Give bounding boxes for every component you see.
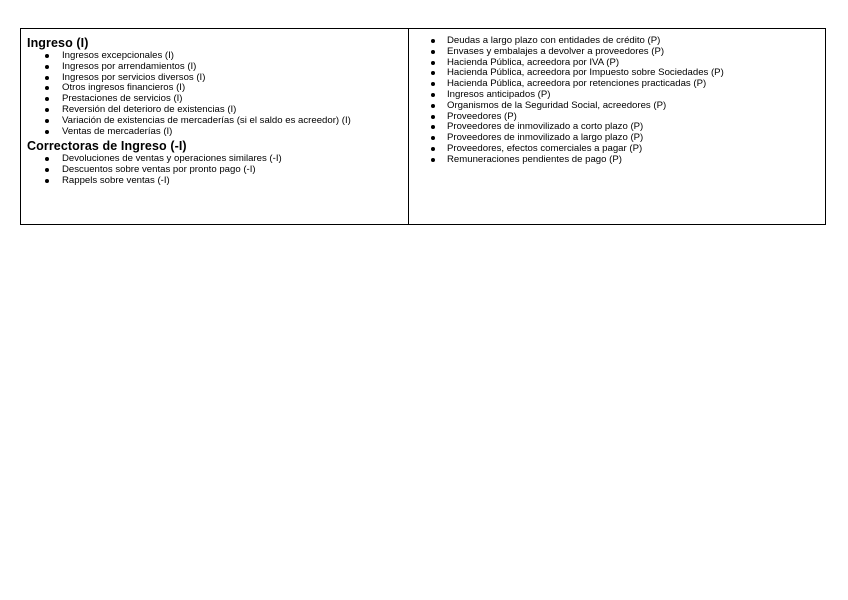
list-item: Hacienda Pública, acreedora por IVA (P) bbox=[425, 58, 817, 69]
list-item: Devoluciones de ventas y operaciones similares (-I) bbox=[27, 154, 400, 165]
bullet-icon bbox=[45, 97, 49, 101]
list-item: Ingresos anticipados (P) bbox=[425, 90, 817, 101]
list-item: Hacienda Pública, acreedora por Impuesto sobre Sociedades (P) bbox=[425, 68, 817, 79]
list-item: Ventas de mercaderías (I) bbox=[27, 127, 400, 138]
list-item: Organismos de la Seguridad Social, acreedores (P) bbox=[425, 101, 817, 112]
bullet-icon bbox=[45, 76, 49, 80]
left-column bbox=[21, 29, 409, 224]
list-item: Remuneraciones pendientes de pago (P) bbox=[425, 155, 817, 166]
list-item: Rappels sobre ventas (-I) bbox=[27, 176, 400, 187]
right-column bbox=[409, 29, 825, 224]
accounts-table bbox=[20, 28, 826, 225]
list-item: Otros ingresos financieros (I) bbox=[27, 83, 400, 94]
bullet-icon bbox=[431, 104, 435, 108]
list-item: Descuentos sobre ventas por pronto pago (-I) bbox=[27, 165, 400, 176]
bullet-icon bbox=[45, 54, 49, 58]
bullet-icon bbox=[431, 93, 435, 97]
bullet-icon bbox=[431, 71, 435, 75]
list-item: Hacienda Pública, acreedora por retenciones practicadas (P) bbox=[425, 79, 817, 90]
bullet-icon bbox=[431, 39, 435, 43]
bullet-icon bbox=[431, 82, 435, 86]
list-item: Ingresos por servicios diversos (I) bbox=[27, 73, 400, 84]
bullet-icon bbox=[431, 158, 435, 162]
list-item: Envases y embalajes a devolver a proveedores (P) bbox=[425, 47, 817, 58]
bullet-icon bbox=[45, 179, 49, 183]
correctoras-list bbox=[27, 154, 400, 186]
list-item: Ingresos excepcionales (I) bbox=[27, 51, 400, 62]
bullet-icon bbox=[45, 86, 49, 90]
pasivo-list bbox=[425, 36, 817, 166]
bullet-icon bbox=[431, 147, 435, 151]
bullet-icon bbox=[45, 157, 49, 161]
bullet-icon bbox=[431, 50, 435, 54]
ingreso-heading: Ingreso (I) bbox=[27, 36, 89, 50]
list-item: Proveedores de inmovilizado a corto plazo (P) bbox=[425, 122, 817, 133]
list-item: Deudas a largo plazo con entidades de crédito (P) bbox=[425, 36, 817, 47]
bullet-icon bbox=[431, 136, 435, 140]
bullet-icon bbox=[45, 108, 49, 112]
list-item: Proveedores (P) bbox=[425, 112, 817, 123]
bullet-icon bbox=[45, 119, 49, 123]
correctoras-heading: Correctoras de Ingreso (-I) bbox=[27, 139, 187, 154]
list-item: Variación de existencias de mercaderías (si el saldo es acreedor) (I) bbox=[27, 116, 400, 127]
ingreso-list bbox=[27, 51, 400, 137]
bullet-icon bbox=[45, 168, 49, 172]
list-item: Proveedores de inmovilizado a largo plazo (P) bbox=[425, 133, 817, 144]
list-item: Ingresos por arrendamientos (I) bbox=[27, 62, 400, 73]
bullet-icon bbox=[431, 115, 435, 119]
list-item: Prestaciones de servicios (I) bbox=[27, 94, 400, 105]
bullet-icon bbox=[431, 61, 435, 65]
list-item: Proveedores, efectos comerciales a pagar (P) bbox=[425, 144, 817, 155]
bullet-icon bbox=[431, 125, 435, 129]
bullet-icon bbox=[45, 130, 49, 134]
bullet-icon bbox=[45, 65, 49, 69]
list-item: Reversión del deterioro de existencias (I) bbox=[27, 105, 400, 116]
